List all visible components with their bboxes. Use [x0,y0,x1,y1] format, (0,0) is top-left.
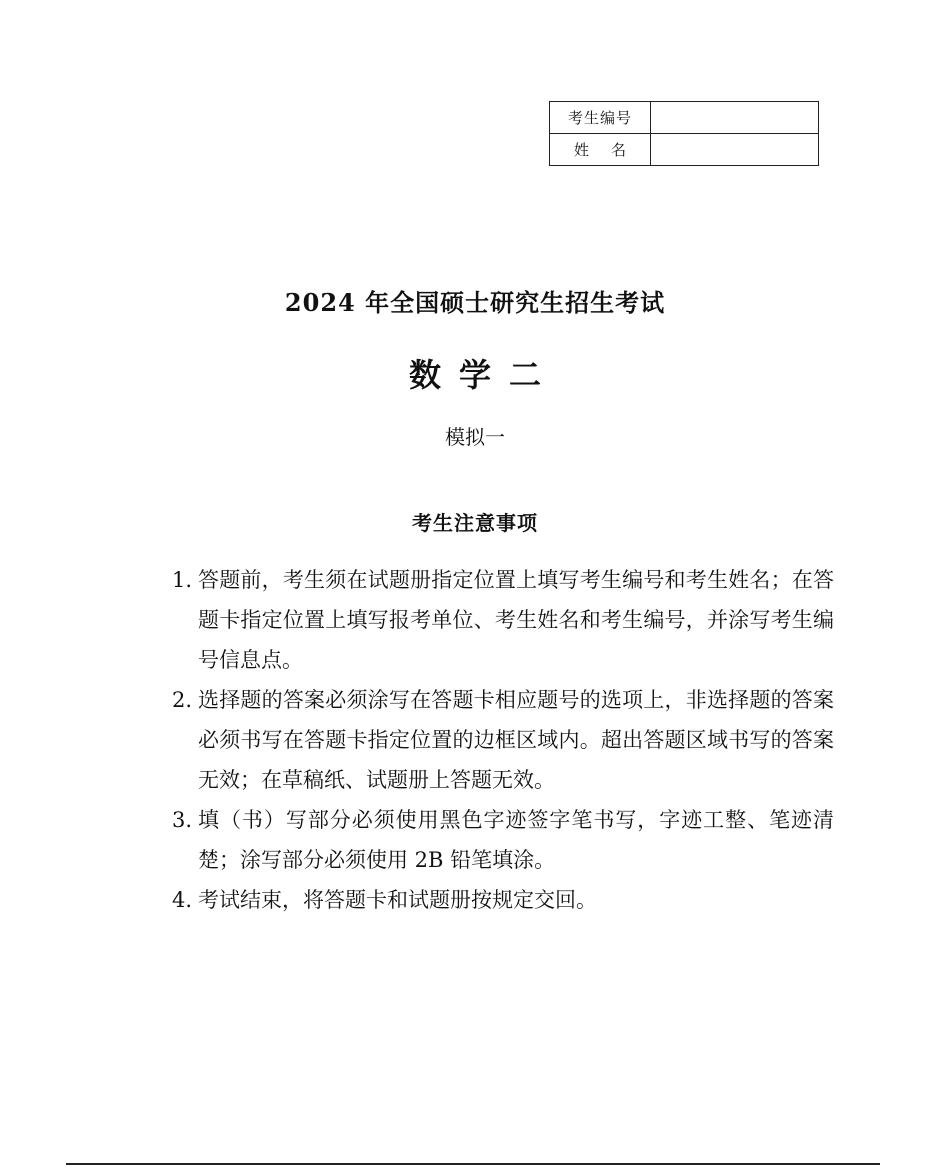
candidate-name-field[interactable] [651,134,819,166]
notice-item [172,880,834,920]
candidate-name-label: 姓名 [550,134,651,166]
candidate-number-label: 考生编号 [550,102,651,134]
subject-title: 数学二 [408,356,559,394]
candidate-number-field[interactable] [651,102,819,134]
notice-item-text: 选择题的答案必须涂写在答题卡相应题号的选项上，非选择题的答案必须书写在答题卡指定位置的边框区域内。超出答题区域书写的答案无效；在草稿纸、试题册上答题无效。 [198,688,834,792]
mock-label: 模拟一 [445,425,505,449]
notice-item-number: 2. [172,688,193,712]
notice-item-number: 1. [172,568,193,592]
notice-item-text: 填（书）写部分必须使用黑色字迹签字笔书写，字迹工整、笔迹清楚；涂写部分必须使用 2B 铅笔填涂。 [198,808,834,872]
notice-list [172,560,834,920]
notice-item-number: 3. [172,808,193,832]
notice-item-number: 4. [172,888,193,912]
notice-item [172,560,834,680]
notice-heading: 考生注意事项 [412,511,538,535]
candidate-info-table [549,101,819,166]
candidate-name-row [550,134,819,166]
candidate-number-row [550,102,819,134]
notice-item-text: 考试结束，将答题卡和试题册按规定交回。 [198,888,597,912]
notice-item-text: 答题前，考生须在试题册指定位置上填写考生编号和考生姓名；在答题卡指定位置上填写报考单位、考生姓名和考生编号，并涂写考生编号信息点。 [198,568,834,672]
notice-item [172,800,834,880]
exam-title: 2024 年全国硕士研究生招生考试 [284,288,666,317]
bottom-divider [66,1163,880,1165]
notice-item [172,680,834,800]
